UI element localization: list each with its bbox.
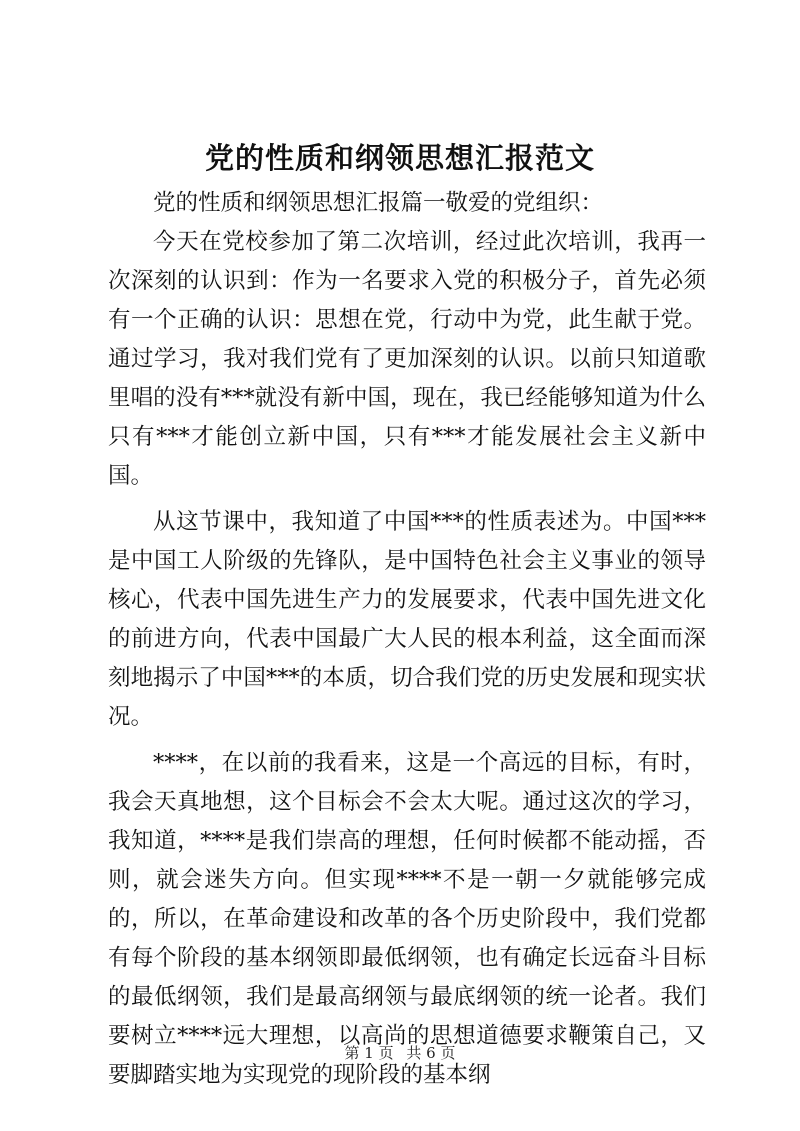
page-footer	[0, 1043, 800, 1063]
page-total: 共 6 页	[406, 1044, 456, 1062]
paragraph-1: 党的性质和纲领思想汇报篇一敬爱的党组织：	[153, 190, 604, 216]
paragraph-3: 从这节课中，我知道了中国***的性质表述为。中国***是中国工人阶级的先锋队，是中国特色社会主义事业的领导核心，代表中国先进生产力的发展要求，代表中国先进文化的前进方向，代表中国最广大人民的根本利益，这全面而深刻地揭示了中国***的本质，切合我们党的历史发展和现实状况。	[108, 509, 706, 730]
document-title: 党的性质和纲领思想汇报范文	[204, 141, 595, 175]
page-number: 第 1 页	[344, 1044, 394, 1062]
document-body	[108, 184, 706, 1095]
paragraph-2: 今天在党校参加了第二次培训，经过此次培训，我再一次深刻的认识到：作为一名要求入党的积极分子，首先必须有一个正确的认识：思想在党，行动中为党，此生献于党。通过学习，我对我们党有了更加深刻的认识。以前只知道歌里唱的没有***就没有新中国，现在，我已经能够知道为什么只有***才能创立新中国，只有***才能发展社会主义新中国。	[108, 229, 706, 489]
paragraph-4: ****，在以前的我看来，这是一个高远的目标，有时，我会天真地想，这个目标会不会太大呢。通过这次的学习，我知道，****是我们崇高的理想，任何时候都不能动摇，否则，就会迷失方向。但实现****不是一朝一夕就能够完成的，所以，在革命建设和改革的各个历史阶段中，我们党都有每个阶段的基本纲领即最低纲领，也有确定长远奋斗目标的最低纲领，我们是最高纲领与最底纲领的统一论者。我们要树立****远大理想，以高尚的思想道德要求鞭策自己，又要脚踏实地为实现党的现阶段的基本纲	[108, 750, 706, 1088]
